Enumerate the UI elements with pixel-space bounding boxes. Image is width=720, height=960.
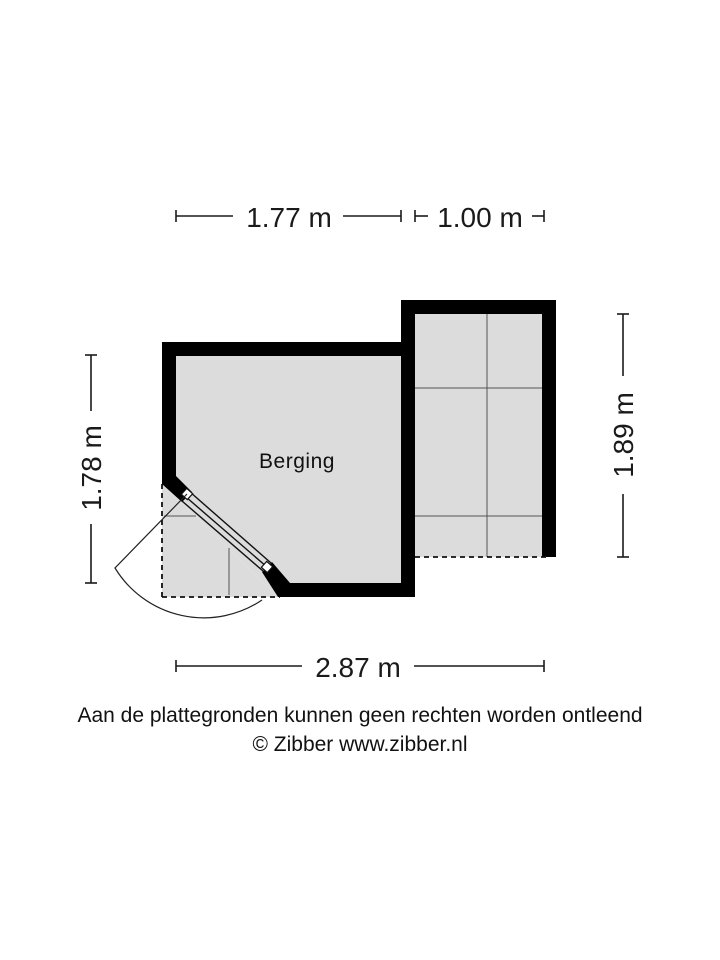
- copyright-text: © Zibber www.zibber.nl: [252, 733, 468, 756]
- annex-floor: [408, 300, 555, 557]
- dimension-bottom: [176, 652, 544, 683]
- dimension-right: [608, 314, 639, 557]
- dimension-left-label: 1.78 m: [76, 425, 107, 511]
- dimension-top-left-label: 1.77 m: [246, 202, 332, 233]
- dimension-left: [76, 355, 107, 583]
- dimension-top-right-label: 1.00 m: [437, 202, 523, 233]
- dimension-bottom-label: 2.87 m: [315, 652, 401, 683]
- disclaimer-text: Aan de plattegronden kunnen geen rechten worden ontleend: [77, 704, 643, 727]
- dimension-top-left: [176, 202, 401, 233]
- dimension-right-label: 1.89 m: [608, 392, 639, 478]
- room-label-berging: Berging: [259, 450, 335, 473]
- dimension-top-right: [415, 202, 544, 233]
